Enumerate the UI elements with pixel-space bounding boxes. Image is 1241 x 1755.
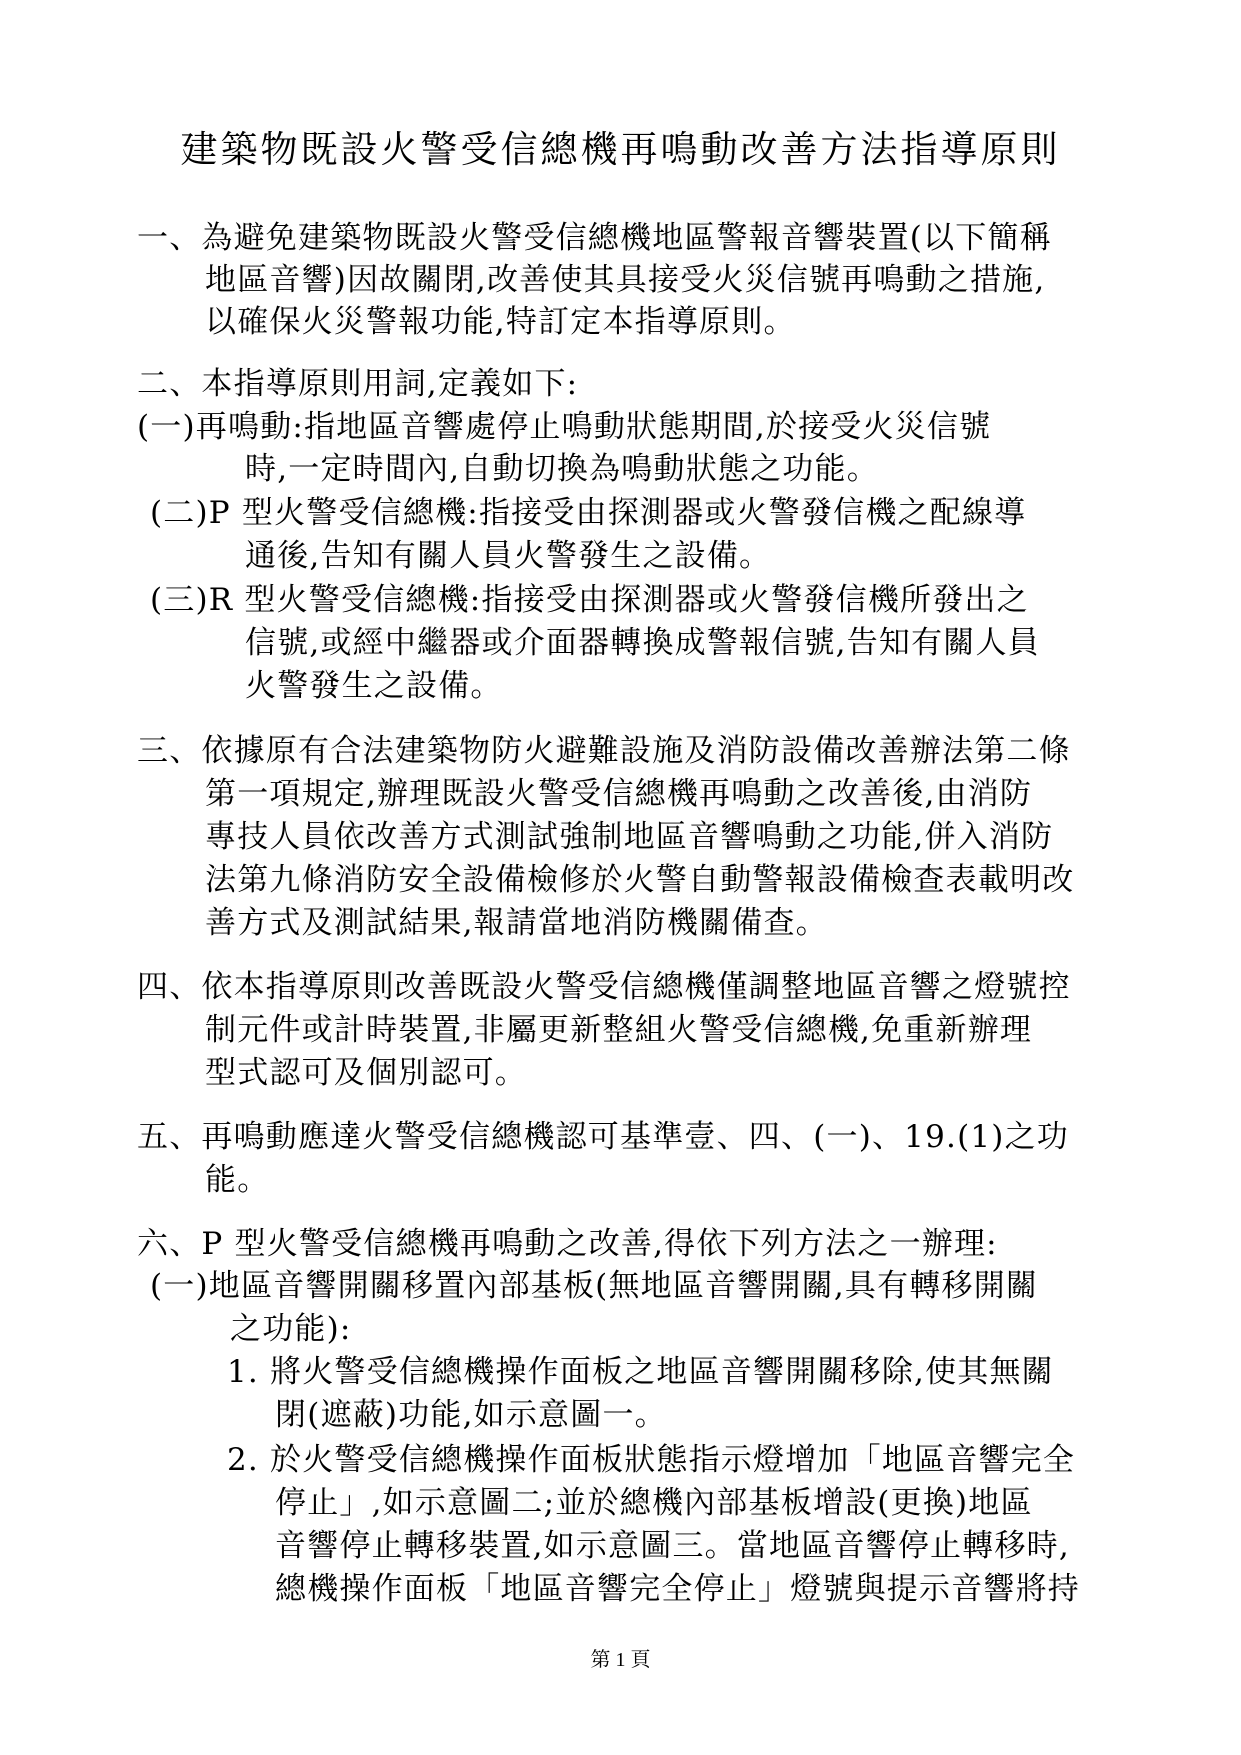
text-line: 1. 將火警受信總機操作面板之地區音響開關移除,使其無關 bbox=[227, 1354, 1054, 1390]
text-line: 一、為避免建築物既設火警受信總機地區警報音響裝置(以下簡稱 bbox=[137, 220, 1052, 256]
page-number: 第 1 頁 bbox=[590, 1649, 651, 1671]
text-line: 善方式及測試結果,報請當地消防機關備查。 bbox=[205, 905, 828, 941]
text-line: 法第九條消防安全設備檢修於火警自動警報設備檢查表載明改 bbox=[205, 862, 1075, 898]
text-line: 音響停止轉移裝置,如示意圖三。當地區音響停止轉移時, bbox=[275, 1528, 1070, 1564]
text-line: 五、再鳴動應達火警受信總機認可基準壹、四、(一)、19.(1)之功 bbox=[137, 1119, 1069, 1155]
text-line: 閉(遮蔽)功能,如示意圖一。 bbox=[275, 1397, 667, 1433]
text-line: 2. 於火警受信總機操作面板狀態指示燈增加「地區音響完全 bbox=[227, 1442, 1076, 1478]
text-line: (三)R 型火警受信總機:指接受由探測器或火警發信機所發出之 bbox=[150, 582, 1029, 618]
text-line: 第一項規定,辦理既設火警受信總機再鳴動之改善後,由消防 bbox=[205, 776, 1033, 812]
text-line: 通後,告知有關人員火警發生之設備。 bbox=[245, 538, 772, 574]
text-line: (二)P 型火警受信總機:指接受由探測器或火警發信機之配線導 bbox=[150, 495, 1027, 531]
text-line: 型式認可及個別認可。 bbox=[205, 1055, 527, 1091]
text-line: 之功能): bbox=[230, 1311, 352, 1347]
text-line: 六、P 型火警受信總機再鳴動之改善,得依下列方法之一辦理: bbox=[137, 1226, 998, 1262]
text-line: 停止」,如示意圖二;並於總機內部基板增設(更換)地區 bbox=[275, 1485, 1033, 1521]
text-line: (一)地區音響開關移置內部基板(無地區音響開關,具有轉移開關 bbox=[150, 1268, 1039, 1304]
document-title: 建築物既設火警受信總機再鳴動改善方法指導原則 bbox=[180, 128, 1061, 171]
text-line: 專技人員依改善方式測試強制地區音響鳴動之功能,併入消防 bbox=[205, 819, 1054, 855]
text-line: 地區音響)因故關閉,改善使其具接受火災信號再鳴動之措施, bbox=[205, 262, 1046, 298]
text-line: 二、本指導原則用詞,定義如下: bbox=[137, 366, 579, 402]
text-line: 總機操作面板「地區音響完全停止」燈號與提示音響將持 bbox=[275, 1571, 1080, 1607]
text-line: 三、依據原有合法建築物防火避難設施及消防設備改善辦法第二條 bbox=[137, 733, 1071, 769]
text-line: 能。 bbox=[205, 1162, 270, 1198]
text-line: (一)再鳴動:指地區音響處停止鳴動狀態期間,於接受火災信號 bbox=[137, 409, 992, 445]
text-line: 時,一定時間內,自動切換為鳴動狀態之功能。 bbox=[245, 451, 879, 487]
text-line: 信號,或經中繼器或介面器轉換成警報信號,告知有關人員 bbox=[245, 625, 1040, 661]
text-line: 四、依本指導原則改善既設火警受信總機僅調整地區音響之燈號控 bbox=[137, 969, 1071, 1005]
text-line: 制元件或計時裝置,非屬更新整組火警受信總機,免重新辦理 bbox=[205, 1012, 1033, 1048]
text-line: 以確保火災警報功能,特訂定本指導原則。 bbox=[205, 304, 796, 340]
text-line: 火警發生之設備。 bbox=[245, 668, 503, 704]
